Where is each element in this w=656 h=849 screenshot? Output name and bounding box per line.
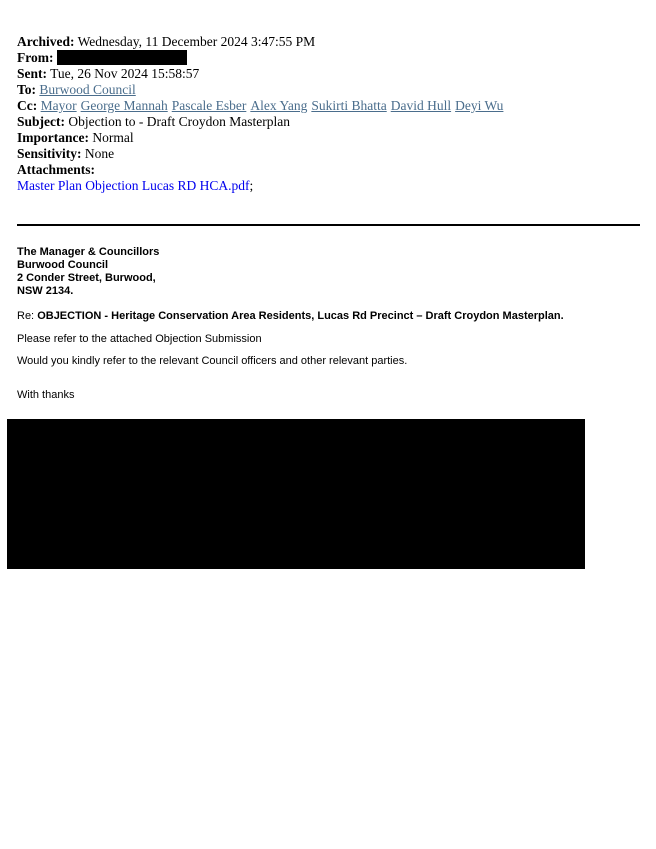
attachments-label: Attachments:: [17, 162, 95, 177]
cc-label: Cc:: [17, 98, 38, 113]
cc-recipient-link[interactable]: George Mannah: [80, 98, 168, 113]
attachments-row: [17, 162, 503, 178]
sensitivity-value: None: [84, 146, 115, 161]
email-header: [17, 34, 503, 194]
subject-value: Objection to - Draft Croydon Masterplan: [68, 114, 290, 129]
cc-recipient-link[interactable]: Alex Yang: [250, 98, 308, 113]
cc-recipient-link[interactable]: Pascale Esber: [171, 98, 247, 113]
sent-label: Sent:: [17, 66, 47, 81]
address-line: Burwood Council: [17, 259, 109, 271]
from-label: From:: [17, 50, 54, 65]
signature-redaction: [7, 419, 585, 569]
cc-recipient-link[interactable]: Mayor: [40, 98, 77, 113]
sensitivity-row: [17, 146, 503, 162]
address-line: The Manager & Councillors: [17, 246, 160, 258]
cc-recipient-link[interactable]: Deyi Wu: [455, 98, 504, 113]
cc-recipient-link[interactable]: Sukirti Bhatta: [311, 98, 387, 113]
importance-value: Normal: [92, 130, 134, 145]
archived-label: Archived:: [17, 34, 75, 49]
re-prefix: Re:: [17, 310, 38, 322]
to-row: [17, 82, 503, 98]
body-paragraph: Would you kindly refer to the relevant Council officers and other relevant parties.: [17, 355, 408, 367]
to-label: To:: [17, 82, 37, 97]
recipient-address: [17, 246, 159, 298]
importance-row: [17, 130, 503, 146]
address-line: NSW 2134.: [17, 285, 74, 297]
body-paragraph: Please refer to the attached Objection Submission: [17, 333, 262, 345]
attachment-link[interactable]: Master Plan Objection Lucas RD HCA.pdf: [17, 178, 250, 193]
importance-label: Importance:: [17, 130, 89, 145]
attachment-row: [17, 178, 503, 194]
re-line: [17, 310, 564, 322]
archived-value: Wednesday, 11 December 2024 3:47:55 PM: [77, 34, 316, 49]
sensitivity-label: Sensitivity:: [17, 146, 82, 161]
archived-row: [17, 34, 503, 50]
signoff: With thanks: [17, 389, 75, 401]
sent-value: Tue, 26 Nov 2024 15:58:57: [50, 66, 200, 81]
to-recipient-link[interactable]: Burwood Council: [39, 82, 136, 97]
re-text: OBJECTION - Heritage Conservation Area Residents, Lucas Rd Precinct – Draft Croydon Masterplan.: [37, 310, 564, 322]
sent-row: [17, 66, 503, 82]
subject-label: Subject:: [17, 114, 65, 129]
email-body: [17, 246, 564, 401]
subject-row: [17, 114, 503, 130]
from-row: [17, 50, 503, 66]
from-redaction: [57, 50, 187, 65]
attachment-separator: ;: [249, 178, 254, 193]
header-divider: [17, 224, 640, 226]
cc-recipient-link[interactable]: David Hull: [390, 98, 452, 113]
cc-row: [17, 98, 503, 114]
address-line: 2 Conder Street, Burwood,: [17, 272, 156, 284]
